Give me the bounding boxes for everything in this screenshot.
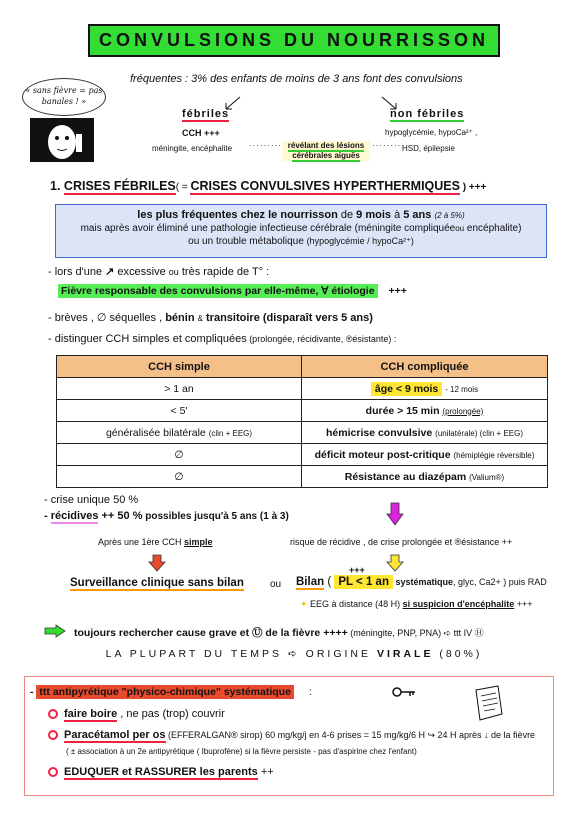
plupart-c: (80%) xyxy=(433,648,483,660)
ou-text: ou xyxy=(270,579,282,590)
fever-plus: +++ xyxy=(388,285,407,297)
recidives-d: possibles jusqu'à 5 ans (1 à 3) xyxy=(142,511,289,522)
bilan-line xyxy=(296,576,547,588)
breves-d: bénin xyxy=(165,312,195,324)
recidives-a: - xyxy=(44,510,51,522)
non-febriles-label: non fébriles xyxy=(390,108,465,120)
toujours-line xyxy=(74,625,484,640)
toujours-b: ++++ xyxy=(320,627,348,639)
eduquer-b: ++ xyxy=(257,766,274,778)
apres-b: simple xyxy=(184,537,213,547)
cell-c-main: âge < 9 mois xyxy=(371,382,442,396)
cell-compliquee xyxy=(302,400,548,422)
bluebox-l1d: à xyxy=(391,209,404,221)
bluebox-l2c: encéphalite) xyxy=(464,223,522,234)
temp-a: - lors d'une xyxy=(48,266,106,278)
breves-g: (disparaît vers 5 ans) xyxy=(259,312,373,324)
bluebox-l3: ou un trouble métabolique xyxy=(188,236,304,247)
revelant-line2: cérébrales aiguës xyxy=(292,151,360,160)
table-row xyxy=(57,400,548,422)
paracetamol-b: (EFFERALGAN® sirop) 60 mg/kg/j en 4-6 prises = 15 mg/kg/6 H ↪ 24 H après ↓ de la fièvre xyxy=(165,730,536,740)
yellow-down-arrow-icon xyxy=(386,554,404,572)
bilan-c: PL < 1 an xyxy=(334,575,393,589)
green-right-arrow-icon xyxy=(44,624,66,638)
bullet-icon xyxy=(48,730,58,740)
table-row xyxy=(57,466,548,488)
ttt-line xyxy=(30,686,312,698)
speech-bubble: « sans fièvre = pas banales ! » xyxy=(22,78,106,116)
ttt-dash: - xyxy=(30,686,34,698)
bluebox-l1e: 5 ans xyxy=(403,209,432,221)
key-icon xyxy=(392,686,416,698)
eeg-line xyxy=(300,599,533,610)
page-title: CONVULSIONS DU NOURRISSON xyxy=(88,24,500,57)
boire-a: faire boire xyxy=(64,708,118,720)
revelant-line1: révélant des lésions xyxy=(287,141,365,150)
header-simple: CCH simple xyxy=(57,356,302,378)
revelant-text xyxy=(282,141,370,161)
cell-c-main: durée > 15 min xyxy=(365,404,440,417)
bluebox-l1b: de xyxy=(337,209,357,221)
cell-simple: > 1 an xyxy=(57,378,302,400)
bluebox-l2a: mais après avoir éliminé une pathologie infectieuse cérébrale (méningite compliquée xyxy=(80,223,456,234)
breves-b: ∅ séquelles xyxy=(96,312,157,324)
table-row xyxy=(57,444,548,466)
frequency-text: fréquentes : 3% des enfants de moins de 3 ans font des convulsions xyxy=(130,73,463,85)
prescription-note-icon xyxy=(468,684,508,724)
cell-c-sub: (unilatérale) (clin + EEG) xyxy=(435,428,523,438)
cell-s-sub: (clin + EEG) xyxy=(208,428,253,438)
fever-highlight: Fièvre responsable des convulsions par elle-même, ∀ étiologie xyxy=(58,284,378,298)
breves-e: & xyxy=(197,314,203,323)
section-number: 1. xyxy=(50,179,61,193)
cell-s-main: généralisée bilatérale xyxy=(105,426,206,439)
magenta-down-arrow-icon xyxy=(386,502,404,526)
cell-compliquee xyxy=(302,422,548,444)
eeg-a: EEG à distance (48 H) xyxy=(310,599,403,609)
bilan-b: ( xyxy=(324,576,335,588)
temp-line xyxy=(48,265,269,278)
paracetamol-a: Paracétamol per os xyxy=(64,729,166,741)
apres-text xyxy=(98,537,213,547)
cell-c-main: Résistance au diazépam xyxy=(344,470,467,483)
distinguer-line xyxy=(48,333,396,345)
header-compliquee: CCH compliquée xyxy=(302,356,548,378)
bluebox-l2b: ou xyxy=(455,224,465,233)
bluebox-l3b: (hypoglycémie / hypoCa²⁺) xyxy=(306,236,414,246)
crises-convulsives: CRISES CONVULSIVES HYPERTHERMIQUES xyxy=(190,179,460,193)
temp-b: excessive xyxy=(114,266,169,278)
febriles-label: fébriles xyxy=(182,108,230,120)
temp-c: ou xyxy=(168,267,179,277)
cell-compliquee xyxy=(302,378,548,400)
cell-compliquee xyxy=(302,466,548,488)
highlight-box xyxy=(55,204,547,258)
bluebox-l1a: les plus fréquentes chez le nourrisson xyxy=(137,209,338,221)
recidives-b: récidives xyxy=(50,510,99,522)
surveillance-text: Surveillance clinique sans bilan xyxy=(70,577,244,589)
boire-line xyxy=(48,708,225,720)
paracetamol-line xyxy=(48,729,548,741)
increase-arrow-icon: ↗ xyxy=(105,266,115,278)
section-mid: ( = xyxy=(175,182,191,193)
cch-table xyxy=(56,355,548,488)
febriles-causes: méningite, encéphalite xyxy=(152,144,233,153)
non-febriles-causes-2: HSD, épilepsie xyxy=(402,144,455,153)
non-febriles-causes-1: hypoglycémie, hypoCa²⁺ , xyxy=(385,128,478,137)
plus-three: +++ xyxy=(349,565,365,575)
table-row xyxy=(57,378,548,400)
boire-b: , ne pas (trop) couvrir xyxy=(117,708,225,720)
section-1-heading xyxy=(50,179,486,193)
cell-simple: ∅ xyxy=(57,466,302,488)
bilan-d: systématique xyxy=(392,577,453,587)
star-icon: ✦ xyxy=(300,599,311,609)
cell-simple: < 5' xyxy=(57,400,302,422)
cell-simple xyxy=(57,422,302,444)
cell-simple: ∅ xyxy=(57,444,302,466)
bullet-icon xyxy=(48,709,58,719)
breves-c: , xyxy=(156,312,166,324)
temp-d: très rapide de T° : xyxy=(178,266,270,278)
cch-text: CCH +++ xyxy=(182,128,220,138)
bluebox-l1c: 9 mois xyxy=(356,209,392,221)
breves-f: transitoire xyxy=(206,312,260,324)
distinguer-a: - distinguer CCH simples et compliquées xyxy=(48,333,247,345)
recidives-c: ++ 50 % xyxy=(98,510,143,522)
cell-compliquee xyxy=(302,444,548,466)
crises-febriles: CRISES FÉBRILES xyxy=(63,179,176,193)
breves-a: - brèves , xyxy=(48,312,97,324)
cell-c-sub: (hémiplégie réversible) xyxy=(453,450,535,460)
fever-line xyxy=(58,285,407,297)
recidives-line xyxy=(44,510,289,522)
toujours-d: ➪ ttt IV Ⓗ xyxy=(441,628,484,638)
bilan-e: , glyc, Ca2+ ) puis RAD xyxy=(453,577,547,587)
bilan-a: Bilan xyxy=(296,576,325,588)
association-text: ( ± association à un 2e antipyrétique ( Ibuprofène) si la fièvre persiste - pas d'aspirine chez l'enfant) xyxy=(66,747,417,756)
table-row xyxy=(57,422,548,444)
bluebox-l1f: (2 à 5%) xyxy=(434,211,465,220)
cell-c-sub: (prolongée) xyxy=(442,406,484,416)
red-down-arrow-icon xyxy=(148,554,166,572)
bullet-icon xyxy=(48,767,58,777)
face-illustration-icon xyxy=(30,118,94,162)
ttt-label: ttt antipyrétique "physico-chimique" systématique xyxy=(36,685,294,699)
risque-text: risque de récidive , de crise prolongée et ®ésistance ++ xyxy=(290,537,513,547)
cell-c-main: hémicrise convulsive xyxy=(326,426,433,439)
plupart-a: LA PLUPART DU TEMPS ➪ ORIGINE xyxy=(105,648,377,660)
distinguer-b: (prolongée, récidivante, ®ésistante) : xyxy=(246,334,397,344)
cell-c-sub: (Valium®) xyxy=(469,472,505,482)
eeg-b: si suspicion d'encéphalite xyxy=(402,599,515,609)
eduquer-line xyxy=(48,766,274,778)
eduquer-a: EDUQUER et RASSURER les parents xyxy=(64,766,258,778)
toujours-a: toujours rechercher cause grave et Ⓤ de la fièvre xyxy=(74,627,321,639)
crise-unique: - crise unique 50 % xyxy=(44,494,139,506)
table-header-row xyxy=(57,356,548,378)
plupart-b: VIRALE xyxy=(376,648,434,660)
eeg-c: +++ xyxy=(514,599,533,609)
cell-c-main: déficit moteur post-critique xyxy=(314,448,451,461)
breves-line xyxy=(48,311,373,324)
cell-c-sub: - 12 mois xyxy=(445,384,479,394)
apres-a: Après une 1ère CCH xyxy=(98,537,185,547)
plupart-line xyxy=(0,648,588,660)
toujours-c: (méningite, PNP, PNA) xyxy=(347,628,442,638)
section-end: ) +++ xyxy=(459,182,487,193)
ttt-colon: : xyxy=(308,686,312,698)
